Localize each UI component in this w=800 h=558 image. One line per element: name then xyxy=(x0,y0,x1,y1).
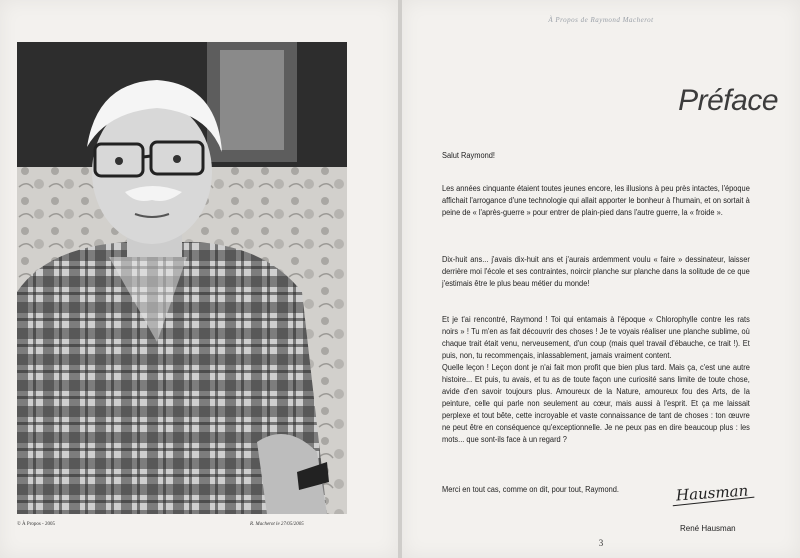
portrait-photo xyxy=(17,42,347,514)
portrait-illustration xyxy=(17,42,347,514)
running-head: À Propos de Raymond Macherot xyxy=(548,16,654,24)
salutation: Salut Raymond! xyxy=(442,151,495,160)
paragraph-1: Les années cinquante étaient toutes jeunes encore, les illusions à peu près intactes, l'époque affichait l'arrogance d'une technologie qui allait apporter le bonheur à l'humain, et on sortait à peine de « l'après-guerre » pour entrer de plain-pied dans l'autre guerre, la « froide ». xyxy=(442,184,750,217)
paragraph-3: Et je t'ai rencontré, Raymond ! Toi qui entamais à l'époque « Chlorophylle contre les rats noirs » ! Tu m'en as fait découvrir des choses ! Je te voyais réaliser une planche sublime, où chaque trait était venu, nerveusement, d'un coup (mais quel travail d'ébauche, ce trait !). Et puis, non, tu recommençais, inlassablement, jamais vraiment content. xyxy=(442,315,750,360)
paragraph-4: Quelle leçon ! Leçon dont je n'ai fait mon profit que bien plus tard. Mais ça, c'est une autre histoire... Et puis, tu avais, et tu as de toute façon une curiosité sans limite de toute chose, avide d'en savoir toujours plus. Amoureux de la Nature, amoureux fou des Arts, de la peinture, celle qui parle non seulement au cœur, mais aussi à l'esprit. Et ça me laissait perplexe et tout bête, cette incroyable et vaste connaissance de tant de choses : ton œuvre ne peut être en conséquence qu'exceptionnelle. Je ne peux pas en dire beaucoup plus : les mots... que sont-ils face à un regard ? xyxy=(442,363,750,444)
closing: Merci en tout cas, comme on dit, pour tout, Raymond. xyxy=(442,485,619,494)
right-page xyxy=(402,0,800,558)
photo-caption: R. Macherot le 27/05/2005 xyxy=(250,522,304,527)
page-title: Préface xyxy=(678,84,778,117)
left-page xyxy=(0,0,398,558)
signer-name: René Hausman xyxy=(680,524,736,533)
signature: Hausman xyxy=(675,481,749,505)
photo-credit: © À Propos - 2005 xyxy=(17,522,55,527)
page-number: 3 xyxy=(598,538,604,548)
paragraph-2: Dix-huit ans... j'avais dix-huit ans et j'aurais ardemment voulu « faire » dessinateur, laisser derrière moi l'école et ses contraintes, noircir planche sur planche dans la solitude de ce que j'estimais être le plus beau métier du monde! xyxy=(442,255,750,288)
